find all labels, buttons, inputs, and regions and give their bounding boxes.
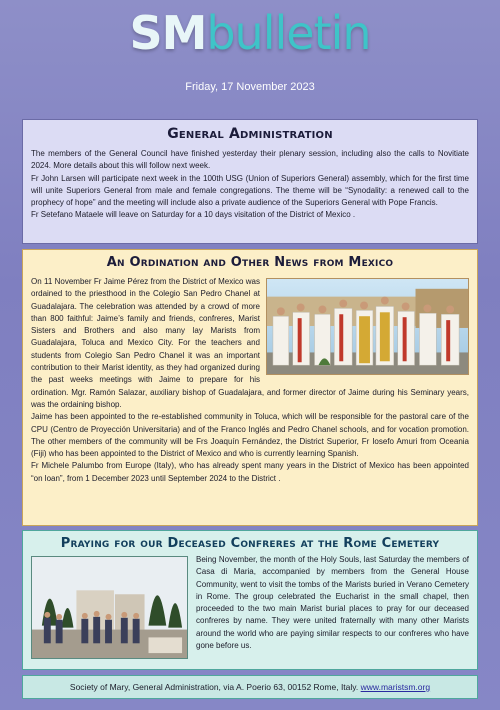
ordination-photo (266, 278, 469, 375)
cemetery-photo (31, 556, 188, 659)
mexico-news-title: An Ordination and Other News from Mexico (106, 255, 394, 270)
footer (22, 675, 478, 699)
cemetery-body (31, 554, 469, 652)
mexico-news-body (31, 276, 469, 485)
issue-date: Friday, 17 November 2023 (185, 81, 315, 93)
paragraph: Fr Setefano Mataele will leave on Saturday for a 10 days visitation of the District of Mexico . (31, 210, 356, 220)
website-link[interactable]: www.maristsm.org (360, 682, 431, 692)
general-administration-body (31, 148, 469, 222)
paragraph: The members of the General Council have finished yesterday their plenary session, including also the calls to Novitiate 2024. More details about this will follow next week. (31, 149, 469, 171)
paragraph: Being November, the month of the Holy Souls, last Saturday the members of Casa di Maria, accompanied by members from the General House Community, went to visit the tombs of the Marists buried in Verano Cemetery in Rome. The group celebrated the Eucharist in the small chapel, then proceeded to the two main Marist burial places to pray for our deceased confreres by name. They were united fraternally with many other Marists around the world who are paying similar respects to our confreres who have gone before us. (196, 555, 469, 651)
bulletin-logo (0, 6, 500, 60)
footer-text-row (23, 676, 477, 698)
logo-bulletin: bulletin (206, 6, 371, 60)
general-administration-section (22, 119, 478, 244)
paragraph: Jaime has been appointed to the re-established community in Toluca, which will be responsible for the pastoral care of the CPU (Centro de Proyección Universitaria) and of the Franco Inglés and Pedro Chanel schools, and for vocation promotion. The other members of the community will be Frs Joaquín Fernández, the District Superior, Fr Iosefo Amuri from Oceania (Fiji) who has been appointed to the District of Mexico and who is currently learning Spanish. (31, 412, 469, 459)
paragraph: On 11 November Fr Jaime Pérez from the District of Mexico was ordained to the priesthood in the Colegio San Pedro Chanel at Guadalajara. The celebration was attended by a crowd of more than 800 faithful: Jaime’s family and friends, confreres, Marist Sisters and Brothers and also many lay Marists from Guadalajara, Toluca and Mexico City. For the teachers and students from Colegio San Pedro Chanel it was an important contribution to their Marist identity, as they had organized during the past weeks meetings with Jaime to prepare for his ordination. Mgr. Ramón Salazar, auxiliary bishop of Guadalajara, and former director of Jaime during his Seminary years, was the ordaining bishop. (31, 277, 469, 409)
footer-address: Society of Mary, General Administration, via A. Poerio 63, 00152 Rome, Italy. (69, 682, 359, 692)
logo-sm: SM (129, 6, 207, 60)
mexico-news-section (22, 249, 478, 526)
cemetery-title: Praying for our Deceased Confreres at the Rome Cemetery (60, 536, 440, 551)
paragraph: Fr Michele Palumbo from Europe (Italy), who has already spent many years in the District of Mexico has been appointed “on loan”, from 1 December 2023 until September 2024 to the District . (31, 461, 469, 483)
cemetery-section (22, 530, 478, 670)
masthead (0, 0, 500, 118)
paragraph: Fr John Larsen will participate next week in the 100th USG (Union of Superiors General) assembly, which for the first time will unite Superiors General from male and female congregations. The theme will be “Synodality: a renewed call to the prophecy of hope” and the meeting will include also a private audience of the Superiors General with Pope Francis. (31, 173, 469, 208)
general-administration-title: General Administration (167, 126, 333, 142)
